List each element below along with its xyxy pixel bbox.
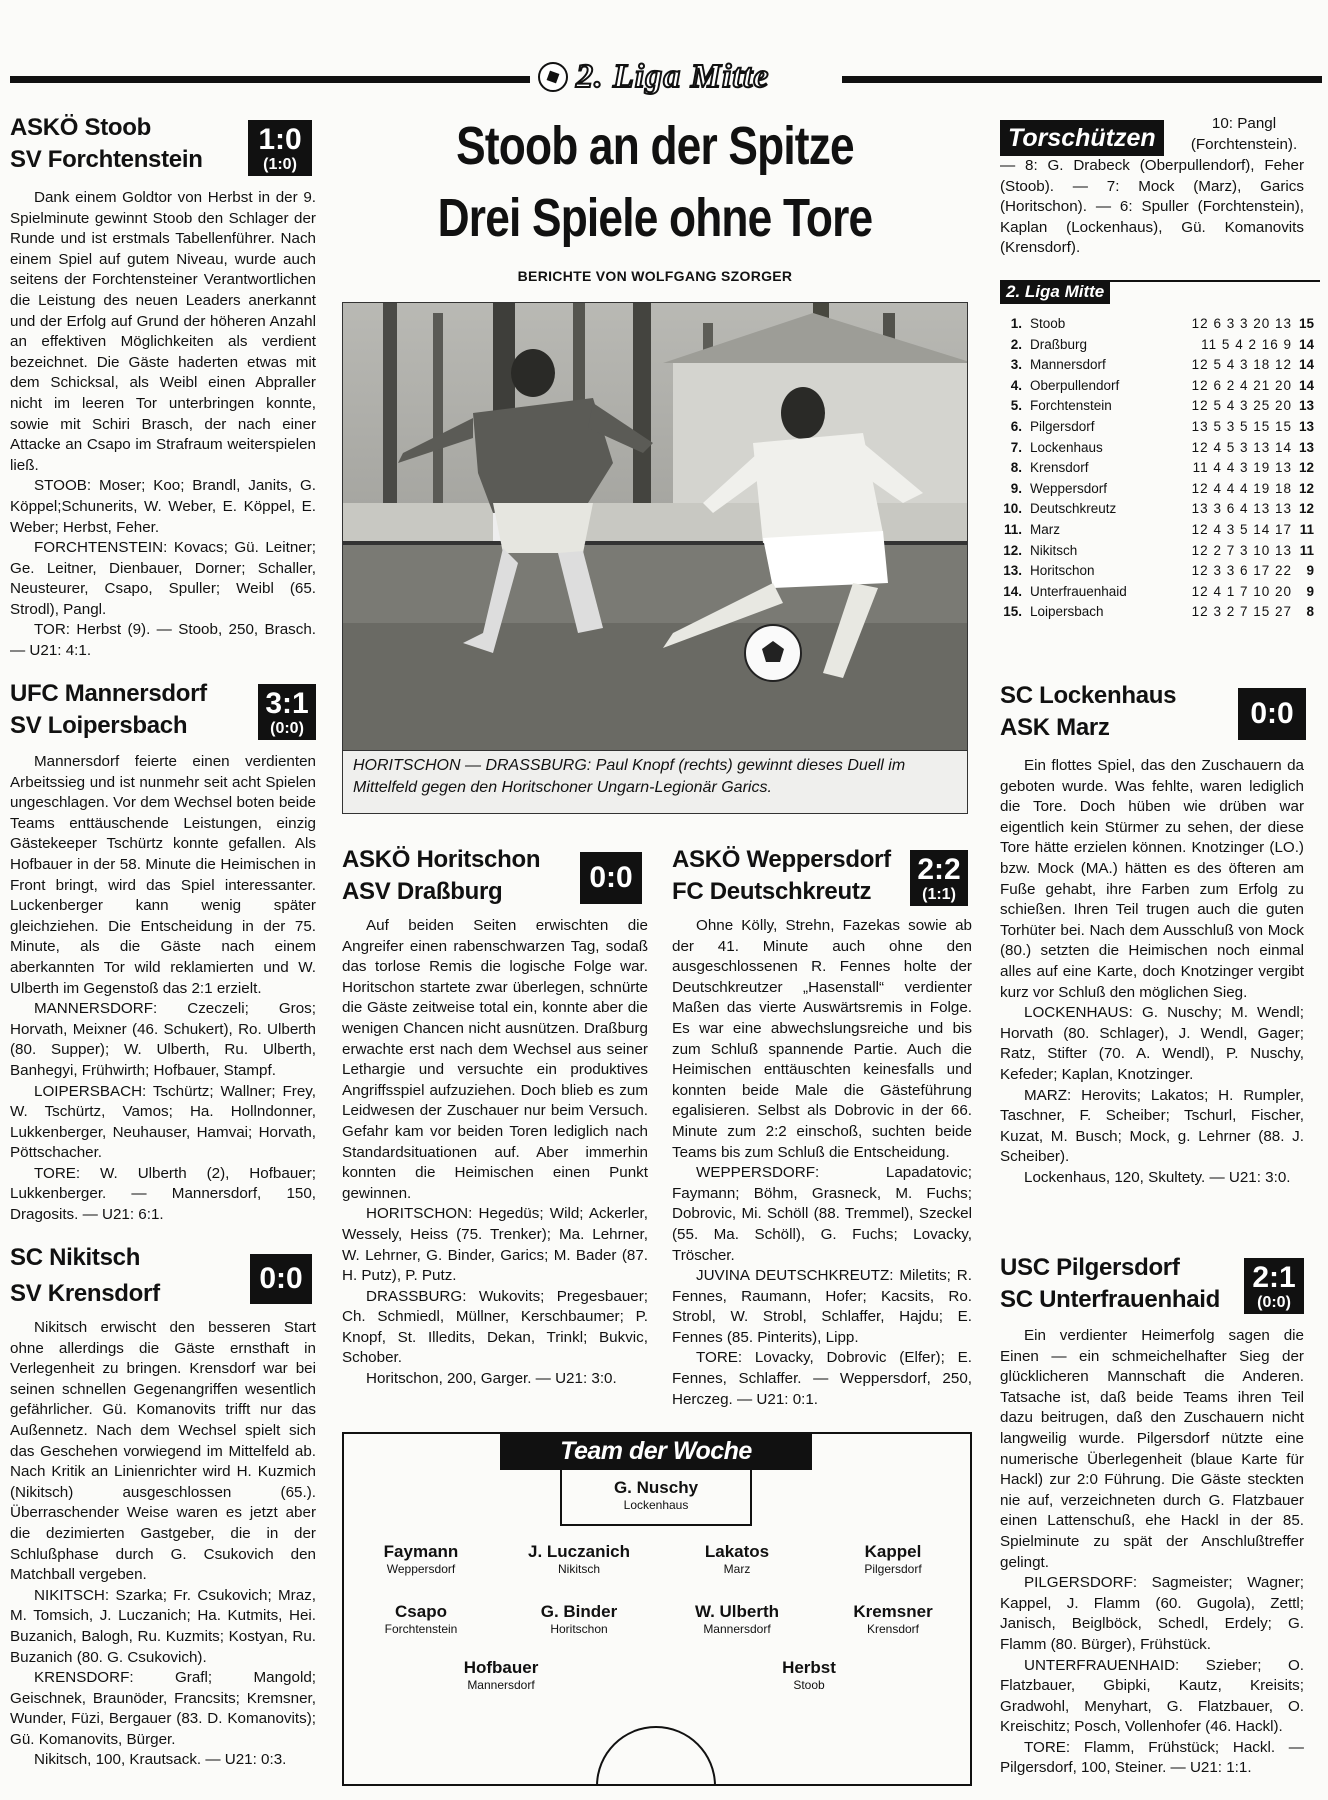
headline-line2: Drei Spiele ohne Tore xyxy=(437,188,873,248)
player xyxy=(734,1658,884,1693)
home-team: USC Pilgersdorf xyxy=(1000,1254,1180,1281)
report-weppersdorf xyxy=(672,916,972,1410)
table-row xyxy=(1000,314,1314,335)
table-team: Unterfrauenhaid xyxy=(1030,583,1127,599)
player-club: Pilgersdorf xyxy=(864,1562,922,1576)
table-rank: 1. xyxy=(1010,316,1022,331)
table-row xyxy=(1000,417,1314,438)
final-score: 0:0 xyxy=(1250,697,1294,730)
player xyxy=(504,1602,654,1637)
player xyxy=(662,1602,812,1637)
report-text: Ein flottes Spiel, das den Zuschauern da geboten wurde. Was fehlte, waren lediglich die Tore. Doch hüben wie drüben war eigentlich kein Stürmer zu sehen, der diese Tore hätte erzielen können. Knotzinger (LO.) bzw. Mock (MA.) hätten es des öfteren am Fuße gehabt, ihre Farben zum Erfolg zu schießen. Ihren Teil trugen auch die guten Torhüter bei. Nach dem Ausschluß von Mock (80.) setzten die Heimischen noch einmal alles auf eine Karte, doch Knotzinger vergibt kurz vor Schluß den möglichen Sieg. xyxy=(1000,757,1304,1001)
table-stats: 12 3 2 7 15 27 xyxy=(1191,604,1292,620)
score-box xyxy=(248,120,312,176)
match-facts: Horitschon, 200, Garger. — U21: 3:0. xyxy=(366,1370,617,1388)
table-rank: 12. xyxy=(1003,542,1022,558)
report-nikitsch xyxy=(10,1318,316,1771)
player-club: Horitschon xyxy=(550,1622,608,1636)
lineup-away: LOIPERSBACH: Tschürtz; Wallner; Frey, W. Tschürtz, Vamos; Ha. Hollndonner, Lukkenberger, Neuhauser, Hamvai; Horvath, Pöttschacher. xyxy=(10,1082,316,1162)
table-points: 13 xyxy=(1298,418,1314,434)
table-rank: 3. xyxy=(1010,357,1022,373)
table-rank: 4. xyxy=(1010,377,1022,393)
lineup-away: UNTERFRAUENHAID: Szieber; O. Flatzbauer, Gbipki, Kautz, Kreisits; Gradwohl, Menyhart, G. Flatzbauer, O. Kreischitz; Posch, Vollenhofer (46. Hackl). xyxy=(1000,1656,1304,1736)
report-text: Ein verdienter Heimerfolg sagen die Einen — ein schmeichelhafter Sieg der glücklicheren Mannschaft die Anderen. Tatsache ist, daß beide Teams ihren Teil dazu beitrugen, daß den Zuschauern nicht langweilig wurde. Pilgersdorf nützte eine numerische Überlegenheit (blaue Karte für Hackl) zur 2:0 Führung. Die Gäste steckten nie auf, verzeichneten durch G. Flatzbauer einen Lattenschuß, ehe Hackl in der 85. Spielminute zu spät der Anschlußtreffer gelingt. xyxy=(1000,1327,1304,1571)
table-stats: 12 3 3 6 17 22 xyxy=(1191,563,1292,579)
table-team: Krensdorf xyxy=(1030,460,1089,476)
table-stats: 12 4 4 4 19 18 xyxy=(1191,480,1292,496)
table-points: 11 xyxy=(1299,542,1314,558)
final-score: 0:0 xyxy=(589,861,633,894)
team-of-week-label: Team der Woche xyxy=(500,1432,812,1470)
section-title xyxy=(538,57,838,97)
table-points: 9 xyxy=(1306,583,1314,599)
match-photo xyxy=(342,302,968,814)
score-box xyxy=(1238,688,1306,740)
lineup-home: WEPPERSDORF: Lapadatovic; Faymann; Böhm, Grasneck, M. Fuchs; Dobrovic, Mi. Schöll (88. Tremmel), Szeckel (55. Ma. Schöll), G. Fuchs; Lovacky, Tröscher. xyxy=(672,1164,972,1264)
lineup-away: DRASSBURG: Wukovits; Pregesbauer; Ch. Schmiedl, Müllner, Kerschbaumer; P. Knopf, St. Illedits, Dekan, Trinkl; Bukvic, Schober. xyxy=(342,1287,648,1367)
lineup-away: KRENSDORF: Grafl; Mangold; Geischnek, Braunöder, Francsits; Kremsner, Wunder, Füzi, Bergauer (83. D. Komanovits); Gü. Komanovits, Bürger. xyxy=(10,1669,316,1748)
player xyxy=(818,1542,968,1577)
table-label: 2. Liga Mitte xyxy=(1000,280,1110,304)
table-team: Pilgersdorf xyxy=(1030,418,1095,434)
lineup-away: FORCHTENSTEIN: Kovacs; Gü. Leitner; Ge. Leitner, Dienbauer, Dorner; Schaller, Neusteurer, Csapo, Spuller; Weibl (65. Strodl), Pangl. xyxy=(10,539,316,618)
player-name: G. Nuschy xyxy=(613,1478,699,1497)
score-box xyxy=(580,852,642,904)
soccer-ball-icon xyxy=(538,62,568,92)
match-facts: Nikitsch, 100, Krautsack. — U21: 0:3. xyxy=(34,1751,287,1769)
table-stats: 12 4 5 3 13 14 xyxy=(1191,439,1292,455)
table-team: Loipersbach xyxy=(1030,604,1104,620)
table-team: Horitschon xyxy=(1030,563,1095,579)
player-name: W. Ulberth xyxy=(694,1602,780,1621)
player-club: Marz xyxy=(723,1562,751,1576)
player-club: Krensdorf xyxy=(866,1622,920,1636)
match-header-nikitsch xyxy=(10,1240,240,1312)
match-facts: TOR: Herbst (9). — Stoob, 250, Brasch. — U21: 4:1. xyxy=(10,621,316,660)
table-rank: 7. xyxy=(1010,439,1022,455)
report-text: Nikitsch erwischt den besseren Start ohne allerdings die Gäste ernsthaft in Verlegenheit zu bringen. Krensdorf war bei seinen schnellen Gegenangriffen wesentlich gefährlicher. Gü. Komanovits trifft nur das Außennetz. Nach dem Wechsel spielt sich das Geschehen vorwiegend im Mittelfeld ab. Nach Kritik an Linienrichter wird H. Kuzmich (Nikitsch) ausgeschlossen (65.). Überraschender Weise waren es jetzt aber die dezimierten Gastgeber, die in der Schlußphase durch G. Csukovich den Matchball vergeben. xyxy=(10,1319,316,1584)
table-stats: 11 5 4 2 16 9 xyxy=(1201,336,1292,352)
final-score: 2:1 xyxy=(1252,1261,1296,1294)
home-team: ASKÖ Weppersdorf xyxy=(672,846,891,873)
away-team: SV Loipersbach xyxy=(10,712,188,739)
table-team: Draßburg xyxy=(1030,336,1088,352)
table-stats: 12 2 7 3 10 13 xyxy=(1191,542,1292,558)
halftime-score: (0:0) xyxy=(270,720,304,737)
table-points: 12 xyxy=(1298,460,1314,476)
home-team: ASKÖ Horitschon xyxy=(342,846,541,873)
headline-line1: Stoob an der Spitze xyxy=(456,116,854,176)
player-name: Kappel xyxy=(864,1542,922,1561)
player xyxy=(346,1542,496,1577)
player-name: Hofbauer xyxy=(463,1658,539,1677)
table-stats: 11 4 4 3 19 13 xyxy=(1192,460,1292,476)
final-score: 0:0 xyxy=(259,1262,303,1295)
player-club: Lockenhaus xyxy=(623,1498,689,1512)
report-pilgersdorf xyxy=(1000,1326,1304,1779)
table-team: Stoob xyxy=(1030,316,1066,331)
scorers-top: 10: Pangl (Forchtenstein). xyxy=(1190,115,1298,153)
table-points: 14 xyxy=(1298,377,1314,393)
home-team: UFC Mannersdorf xyxy=(10,680,207,707)
away-team: SV Krensdorf xyxy=(10,1280,160,1307)
table-team: Weppersdorf xyxy=(1030,480,1108,496)
table-stats: 13 5 3 5 15 15 xyxy=(1191,418,1292,434)
player-name: G. Binder xyxy=(540,1602,618,1621)
final-score: 1:0 xyxy=(258,123,302,156)
table-points: 8 xyxy=(1306,604,1314,620)
lineup-home: MANNERSDORF: Czeczeli; Gros; Horvath, Meixner (46. Schukert), Ro. Ulberth (80. Supper); W. Ulberth, Ru. Ulberth, Banhegyi, Frühwirth; Hofbauer, Stampf. xyxy=(10,1000,316,1079)
table-points: 12 xyxy=(1298,480,1314,496)
table-row xyxy=(1000,376,1314,397)
halftime-score: (1:0) xyxy=(263,156,297,173)
lineup-home: LOCKENHAUS: G. Nuschy; M. Wendl; Horvath (80. Schlager), J. Wendl, Gager; Ratz, Stifter (70. A. Wendl), P. Nuschy, Kefeder; Kaplan, Knotzinger. xyxy=(1000,1004,1304,1083)
player xyxy=(662,1542,812,1577)
scorers-list xyxy=(1000,156,1304,259)
table-rank: 9. xyxy=(1010,480,1022,496)
table-rank: 5. xyxy=(1010,398,1022,414)
table-team: Marz xyxy=(1030,521,1060,537)
report-stoob xyxy=(10,188,316,662)
table-team: Mannersdorf xyxy=(1030,357,1106,373)
table-rank: 8. xyxy=(1010,460,1022,476)
table-team: Forchtenstein xyxy=(1030,398,1112,414)
lineup-home: HORITSCHON: Hegedüs; Wild; Ackerler, Wessely, Heiss (75. Trenker); Ma. Lehrner, W. Lehrner, G. Binder, Garics; M. Bader (87. H. Putz), P. Putz. xyxy=(342,1205,648,1285)
table-rank: 6. xyxy=(1010,418,1022,434)
match-header-pilgersdorf xyxy=(1000,1252,1230,1316)
scorers-rest: — 8: G. Drabeck (Oberpullendorf), Feher (Stoob). — 7: Mock (Marz), Garics (Horitschon). — 6: Spuller (Forchtenstein), Kaplan (Lockenhaus), Gü. Komanovits (Krensdorf). xyxy=(1000,157,1304,257)
team-of-the-week xyxy=(342,1432,972,1786)
home-team: SC Nikitsch xyxy=(10,1244,141,1271)
match-facts: Lockenhaus, 120, Skultety. — U21: 3:0. xyxy=(1024,1168,1291,1186)
center-arc xyxy=(596,1726,716,1786)
report-horitschon xyxy=(342,916,648,1390)
player xyxy=(346,1602,496,1637)
halftime-score: (1:1) xyxy=(922,886,956,903)
away-team: SC Unterfrauenhaid xyxy=(1000,1286,1220,1313)
report-text: Mannersdorf feierte einen verdienten Arbeitssieg und ist nunmehr seit acht Spielen ungeschlagen. Vor dem Wechsel boten beide Teams enttäuschende Leistungen, einzig Gästekeeper Tschürtz konnte gefallen. Als Hofbauer in der 58. Minute die Heimischen in Front bringt, wird das Spiel interessanter. Luckenberger kann wenig später gleichziehen. Die Entscheidung in der 75. Minute, als die Gäste nach einem aberkannten Tor wild reklamierten und W. Ulberth im Gegenstoß das 2:1 erzielt. xyxy=(10,753,316,997)
player-club: Mannersdorf xyxy=(467,1678,535,1692)
table-row xyxy=(1000,396,1314,417)
score-box xyxy=(1244,1258,1304,1314)
table-rank: 13. xyxy=(1003,563,1022,579)
table-team: Nikitsch xyxy=(1030,542,1078,558)
scorers-label: Torschützen xyxy=(1000,120,1164,156)
table-stats: 12 4 1 7 10 20 xyxy=(1191,583,1292,599)
table-stats: 12 6 2 4 21 20 xyxy=(1191,377,1292,393)
away-team: FC Deutschkreutz xyxy=(672,878,872,905)
table-row xyxy=(1000,561,1314,582)
table-rank: 11. xyxy=(1003,521,1022,537)
player-club: Nikitsch xyxy=(557,1562,600,1576)
byline: BERICHTE VON WOLFGANG SZORGER xyxy=(517,268,793,284)
player-name: Kremsner xyxy=(853,1602,933,1621)
player xyxy=(818,1602,968,1637)
table-row xyxy=(1000,582,1314,603)
lineup-away: JUVINA DEUTSCHKREUTZ: Miletits; R. Fennes, Raumann, Hofer; Kacsits, Ro. Strobl, W. Strobl, Schlaffer, Hajdu; E. Fennes (85. Pinterits), Lipp. xyxy=(672,1267,972,1346)
table-points: 12 xyxy=(1298,501,1314,517)
player-name: Herbst xyxy=(782,1658,836,1677)
table-points: 13 xyxy=(1298,439,1314,455)
table-stats: 12 4 3 5 14 17 xyxy=(1191,521,1292,537)
table-row xyxy=(1000,499,1314,520)
rule-right xyxy=(842,76,1322,83)
table-points: 9 xyxy=(1306,563,1314,579)
player-club: Mannersdorf xyxy=(703,1622,771,1636)
table-rank: 2. xyxy=(1010,336,1022,352)
table-row xyxy=(1000,355,1314,376)
table-points: 14 xyxy=(1298,336,1314,352)
report-text: Dank einem Goldtor von Herbst in der 9. Spielminute gewinnt Stoob den Schlager der Runde und ist erstmals Tabellenführer. Nach einem Spiel auf gutem Niveau, wurde auch seitens der Forchtensteiner Verantwortlichen die Leistung des neuen Leaders anerkannt und der Erfolg auf Grund der höheren Anzahl an effektiven Möglichkeiten als verdient bezeichnet. Die Gäste haderten etwas mit dem Schicksal, als Weibl einen Abpraller nicht im leeren Tor unterbringen konnte, sowie mit Schiri Brasch, der nach einer Attacke an Csapo im Strafraum weiterspielen ließ. xyxy=(10,189,316,474)
player-club: Stoob xyxy=(793,1678,825,1692)
lineup-home: PILGERSDORF: Sagmeister; Wagner; Kappel, J. Flamm (60. Gugola), Zettl; Janisch, Beiglböck, Schedl, Erdely; G. Flamm (80. Bürger), Frühstück. xyxy=(1000,1574,1304,1653)
final-score: 3:1 xyxy=(265,687,309,720)
league-title: 2. Liga Mitte xyxy=(576,58,770,95)
home-team: SC Lockenhaus xyxy=(1000,682,1177,709)
table-row xyxy=(1000,438,1314,459)
photo-illustration xyxy=(343,303,968,753)
table-rank: 10. xyxy=(1003,501,1022,517)
match-facts: TORE: Flamm, Frühstück; Hackl. — Pilgersdorf, 100, Steiner. — U21: 1:1. xyxy=(1000,1738,1304,1777)
table-team: Deutschkreutz xyxy=(1030,501,1117,517)
report-lockenhaus xyxy=(1000,756,1304,1188)
player-name: J. Luczanich xyxy=(527,1542,631,1561)
table-row xyxy=(1000,541,1314,562)
match-header-stoob xyxy=(10,112,240,176)
score-box xyxy=(258,684,316,740)
report-text: Ohne Kölly, Strehn, Fazekas sowie ab der 41. Minute auch ohne den ausgeschlossenen R. Fennes holte der Deutschkreutzer „Hasenstall“ verdienter Maßen das vierte Auswärtsremis in Folge. Es war eine abwechslungsreiche und bis zum Schluß spannende Partie. Auch die Heimischen enttäuschten keinesfalls und konnten beide Male die Gästeführung egalisieren. Selbst als Dobrovic in der 66. Minute zum 2:2 einschoß, suchten beide Teams bis zum Schluß die Entscheidung. xyxy=(672,917,972,1161)
table-row xyxy=(1000,458,1314,479)
player xyxy=(504,1542,654,1577)
score-box xyxy=(910,850,968,906)
table-stats: 12 5 4 3 25 20 xyxy=(1191,398,1292,414)
match-facts: TORE: W. Ulberth (2), Hofbauer; Lukkenberger. — Mannersdorf, 150, Dragosits. — U21: 6:1. xyxy=(10,1164,316,1224)
table-row xyxy=(1000,602,1314,623)
table-points: 13 xyxy=(1298,398,1314,414)
match-header-weppersdorf xyxy=(672,844,902,908)
table-points: 15 xyxy=(1298,316,1314,331)
player-name: Faymann xyxy=(383,1542,459,1561)
table-row xyxy=(1000,479,1314,500)
final-score: 2:2 xyxy=(917,853,961,886)
match-header-lockenhaus xyxy=(1000,680,1230,744)
standings-table xyxy=(1000,314,1314,623)
match-header-horitschon xyxy=(342,844,572,908)
score-box xyxy=(250,1254,312,1304)
player-goalkeeper xyxy=(581,1478,731,1513)
table-points: 11 xyxy=(1299,521,1314,537)
rule-left xyxy=(10,76,530,83)
photo-caption: HORITSCHON — DRASSBURG: Paul Knopf (rechts) gewinnt dieses Duell im Mittelfeld gegen den Horitschoner Ungarn-Legionär Garics. xyxy=(342,750,968,814)
report-text: Auf beiden Seiten erwischten die Angreifer einen rabenschwarzen Tag, sodaß das torlose Remis die logische Folge war. Horitschon startete zwar überlegen, schnürte die Gäste zeitweise total ein, konnte aber die wenigen Chancen nicht ausnützen. Draßburg erwachte erst nach dem Wechsel aus seiner Lethargie und versuchte ein produktives Angriffsspiel aufzuziehen. Doch blieb es zum Leidwesen der Zuschauer nur beim Versuch. Gefahr kam vor beiden Toren lediglich nach Standardsituationen auf. Aber immerhin konnten die Heimischen einen Punkt gewinnen. xyxy=(342,917,648,1202)
table-stats: 13 3 6 4 13 13 xyxy=(1191,501,1292,517)
away-team: ASV Draßburg xyxy=(342,878,503,905)
table-stats: 12 5 4 3 18 12 xyxy=(1191,357,1292,373)
player-name: Lakatos xyxy=(704,1542,770,1561)
table-rank: 15. xyxy=(1003,604,1022,620)
section-rule xyxy=(10,58,1322,95)
player-club: Forchtenstein xyxy=(384,1622,458,1636)
lineup-home: NIKITSCH: Szarka; Fr. Csukovich; Mraz, M. Tomsich, J. Luczanich; Ha. Kutmits, Hei. Buzanich, Balogh, Ru. Kuzmits; Kostyan, Ru. Buzanich (80. G. Csukovich). xyxy=(10,1586,316,1666)
player xyxy=(426,1658,576,1693)
match-facts: TORE: Lovacky, Dobrovic (Elfer); E. Fennes, Schlaffer. — Weppersdorf, 250, Herczeg. — U21: 0:1. xyxy=(672,1349,972,1408)
home-team: ASKÖ Stoob xyxy=(10,114,151,141)
away-team: SV Forchtenstein xyxy=(10,146,203,173)
halftime-score: (0:0) xyxy=(1257,1294,1291,1311)
table-points: 14 xyxy=(1298,357,1314,373)
table-team: Oberpullendorf xyxy=(1030,377,1120,393)
lineup-home: STOOB: Moser; Koo; Brandl, Janits, G. Köppel;Schunerits, W. Weber, E. Köppel, E. Weber; Herbst, Feher. xyxy=(10,477,316,536)
player-name: Csapo xyxy=(395,1602,447,1621)
league-table xyxy=(1000,314,1314,623)
report-mannersdorf xyxy=(10,752,316,1226)
match-header-mannersdorf xyxy=(10,678,240,742)
table-rank: 14. xyxy=(1003,583,1022,599)
table-team: Lockenhaus xyxy=(1030,439,1103,455)
table-stats: 12 6 3 3 20 13 xyxy=(1191,316,1292,331)
table-row xyxy=(1000,335,1314,356)
table-row xyxy=(1000,520,1314,541)
player-club: Weppersdorf xyxy=(386,1562,456,1576)
lineup-away: MARZ: Herovits; Lakatos; H. Rumpler, Taschner, F. Scheiber; Tschurl, Fischer, Kuzat, M. Busch; Mock, g. Lehrner (88. J. Scheiber). xyxy=(1000,1086,1304,1166)
away-team: ASK Marz xyxy=(1000,714,1110,741)
